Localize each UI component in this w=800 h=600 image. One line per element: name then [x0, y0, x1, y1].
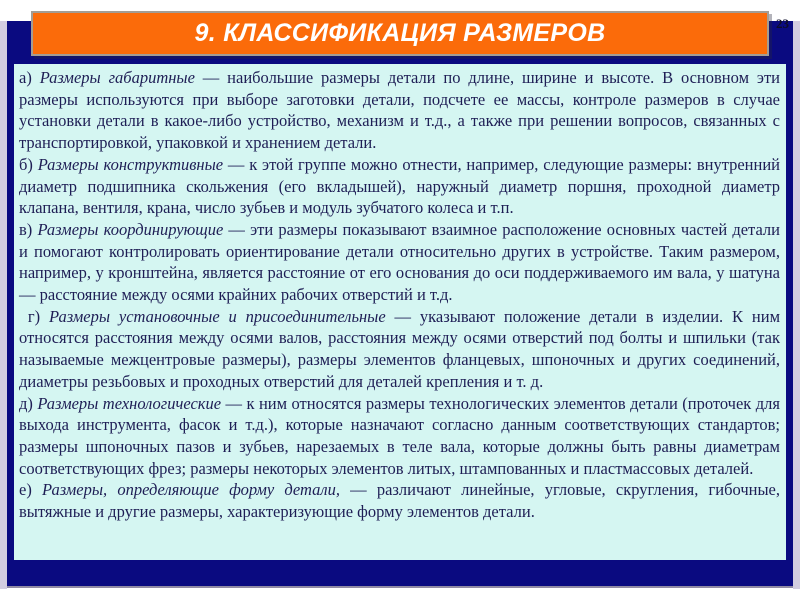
page-margin-right: [793, 21, 800, 589]
paragraph-text: — различают линейные, угловые, скругления, гибочные, вытяжные и другие размеры, характеризующие форму элементов детали.: [19, 480, 781, 522]
paragraph-term: Размеры технологические: [37, 393, 222, 413]
paragraph-text: — к ним относятся размеры технологических элементов детали (проточек для выхода инструмента, фасок и т.д.), которые назначают согласно данным соответствующих стандартов; размеры шпоночных пазов и зубьев, нарезаемых в теле вала, которые должны быть равны диаметрам соответствующих фрез; размеры некоторых элементов литых, штампованных и пластмассовых деталей.: [19, 393, 780, 478]
slide-number: 23: [776, 16, 789, 31]
paragraph-term: Размеры конструктивные: [37, 154, 224, 174]
paragraph-text: — эти размеры показывают взаимное расположение основных частей детали и помогают контролировать ориентирование детали относительно других в устройстве. Таким размером, например, у кронштейна, является расстояние от его основания до оси поддерживаемого им вала, у шатуна — расстояние между осями крайних рабочих отверстий и т.д.: [19, 219, 780, 305]
paragraph: [19, 154, 780, 219]
page-margin-left: [0, 21, 7, 589]
paragraph: [19, 479, 780, 522]
paragraph: [19, 67, 780, 154]
paragraph: [19, 306, 780, 393]
paragraph-label: в): [19, 219, 33, 239]
paragraph-label: е): [19, 480, 32, 500]
slide-title: 9. КЛАССИФИКАЦИЯ РАЗМЕРОВ: [194, 19, 606, 47]
paragraph-label: г): [19, 306, 41, 326]
paragraph: [19, 393, 780, 480]
paragraph-label: а): [19, 68, 32, 87]
paragraph-term: Размеры координирующие: [37, 219, 224, 239]
paragraph-text: — наибольшие размеры детали по длине, ширине и высоте. В основном эти размеры используются при выборе заготовки детали, подсчете ее массы, контроле размеров в случае установки детали в какое-либо устройство, механизм и т.д., а также при решении вопросов, связанных с транспортировкой, упаковкой и хранением детали.: [19, 68, 781, 153]
paragraph-text: — к этой группе можно отнести, например, следующие размеры: внутренний диаметр подшипника скольжения (его вкладышей), наружный диаметр поршня, проходной диаметр клапана, вентиля, крана, число зубьев и модуль зубчатого колеса и т.п.: [19, 154, 781, 218]
paragraph-text: — указывают положение детали в изделии. К ним относятся расстояния между осями валов, расстояния между осями отверстий под болты и шпильки (так называемые межцентровые размеры), размеры элементов фланцевых, шпоночных и других соединений, диаметры резьбовых и проходных отверстий для деталей крепления и т. д.: [19, 306, 781, 391]
paragraph-term: Размеры габаритные: [39, 68, 195, 87]
paragraph-term: Размеры, определяющие форму детали,: [42, 480, 340, 500]
slide-body: [14, 64, 786, 560]
paragraph: [19, 219, 780, 306]
title-banner: [31, 11, 769, 56]
paragraph-label: б): [19, 154, 33, 174]
paragraph-term: Размеры установочные и присоединительные: [49, 306, 386, 326]
paragraph-label: д): [19, 393, 33, 413]
